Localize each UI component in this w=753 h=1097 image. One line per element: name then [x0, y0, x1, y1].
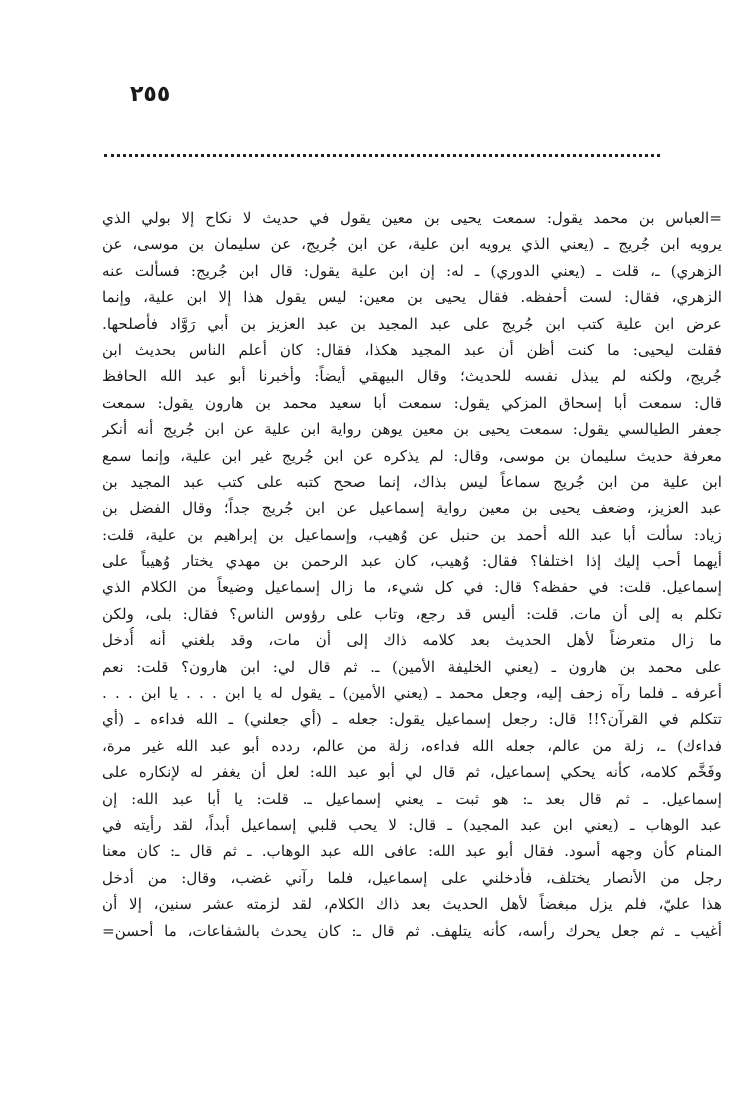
- text-line: فداءك) ـ، زلة من عالم، جعله الله فداءه، زلة من عالم، ردده أبو عبد الله غير مرة،: [102, 736, 722, 755]
- text-line: أعرفه ـ فلما رآه زحف إليه، وجعل محمد ـ (يعني الأمين) ـ يقول له يا ابن . . . يا ابن . . .: [102, 684, 722, 703]
- text-line: يرويه ابن جُريج ـ (يعني الذي يرويه ابن علية، عن ابن جُريج، عن سليمان بن موسى، عن: [102, 235, 722, 254]
- dotted-separator: [104, 154, 660, 157]
- text-line: ابن علية من ابن جُريج سماعاً ليس بذاك، إنما صحح كتبه على كتب عبد المجيد بن: [102, 472, 722, 491]
- text-line: =العباس بن محمد يقول: سمعت يحيى بن معين يقول في حديث لا نكاح إلا بولي الذي: [102, 209, 722, 227]
- text-line: هذا عليّ، فلم يزل مبغضاً لأهل الحديث بعد ذاك الكلام، لقد لزمته عشر سنين، إلا أن: [102, 895, 722, 914]
- text-line: أيهما أحب إليك إذا اختلفا؟ فقال: وُهيب، كان عبد الرحمن بن مهدي يختار وُهيباً على: [102, 552, 722, 571]
- text-line: المنام كأن وجهه أسود. فقال أبو عبد الله: عافى الله عبد الوهاب. ـ ثم قال ـ: كان معنا: [102, 842, 722, 861]
- text-line: معرفة حديث سليمان بن موسى، وقال: لم يذكره عن ابن جُريج غير ابن علية، وإنما سمع: [102, 446, 722, 465]
- text-line: ما زال متعرضاً لأهل الحديث بعد كلامه ذاك إلى أن مات، وقد بلغني أنه أُدخل: [102, 631, 722, 650]
- text-line: قال: سمعت أبا إسحاق المزكي يقول: سمعت أبا سعيد محمد بن هارون يقول: سمعت: [102, 393, 722, 412]
- text-line: إسماعيل. قلت: في حفظه؟ قال: في كل شيء، ما زال إسماعيل وضيعاً من الكلام الذي: [102, 578, 722, 597]
- text-line: عبد العزيز، وضعف يحيى بن معين رواية إسماعيل عن ابن جُريج جداً؛ وقال الفضل بن: [102, 499, 722, 518]
- text-line: فقلت ليحيى: ما كنت أظن أن عبد المجيد هكذا، فقال: كان أعلم الناس بحديث ابن: [102, 340, 722, 359]
- text-line: تكلم به إلى أن مات. قلت: أليس قد رجع، وتاب على رؤوس الناس؟ فقال: بلى، ولكن: [102, 604, 722, 623]
- text-line: تتكلم في القرآن؟!! قال: رجعل إسماعيل يقول: جعله ـ (أي جعلني) ـ الله فداءه ـ (أي: [102, 710, 722, 729]
- text-line: جُريج، ولكنه لم يبذل نفسه للحديث؛ وقال البيهقي أيضاً: وأخبرنا أبو عبد الله الحافظ: [102, 367, 722, 386]
- text-line: إسماعيل. ـ ثم قال بعد ـ: هو ثبت ـ يعني إسماعيل ـ. قلت: يا أبا عبد الله: إن: [102, 789, 722, 808]
- text-line: على محمد بن هارون ـ (يعني الخليفة الأمين) ـ. ثم قال لي: ابن هارون؟ قلت: نعم: [102, 657, 722, 676]
- text-line: جعفر الطيالسي يقول: سمعت يحيى بن معين يوهن رواية ابن علية عن ابن جُريج أنه أنكر: [102, 420, 722, 439]
- text-line: رجل من الأنصار يختلف، فأدخلني على إسماعيل، فلما رآني غضب، وقال: من أدخل: [102, 868, 722, 887]
- text-line: زياد: سألت أبا عبد الله أحمد بن حنبل عن وُهيب، وإسماعيل بن إبراهيم بن علية، قلت:: [102, 525, 722, 544]
- text-line: الزهري، فقال: لست أحفظه. فقال يحيى بن معين: ليس يقول هذا إلا ابن علية، وإنما: [102, 288, 722, 307]
- text-line: عرض ابن علية كتب ابن جُريج على عبد المجيد بن عبد العزيز بن أبي رَوَّاد فأصلحها.: [102, 314, 722, 333]
- text-line: وفَخَّم كلامه، كأنه يحكي إسماعيل، ثم قال لي أبو عبد الله: لعل أن يغفر له لإنكاره على: [102, 763, 722, 782]
- text-line: عبد الوهاب ـ (يعني ابن عبد المجيد) ـ قال: لا يحب قلبي إسماعيل أبداً، لقد رأيته في: [102, 815, 722, 834]
- text-line: أغيب ـ ثم جعل يحرك رأسه، كأنه يتلهف. ثم قال ـ: كان يحدث بالشفاعات، ما أحسن=: [102, 921, 722, 940]
- body-text: [102, 205, 722, 944]
- page-number: ٢٥٥: [130, 82, 171, 107]
- text-line: الزهري) ـ، قلت ـ (يعني الدوري) ـ له: إن ابن علية يقول: قال ابن جُريج: فسألت عنه: [102, 261, 722, 280]
